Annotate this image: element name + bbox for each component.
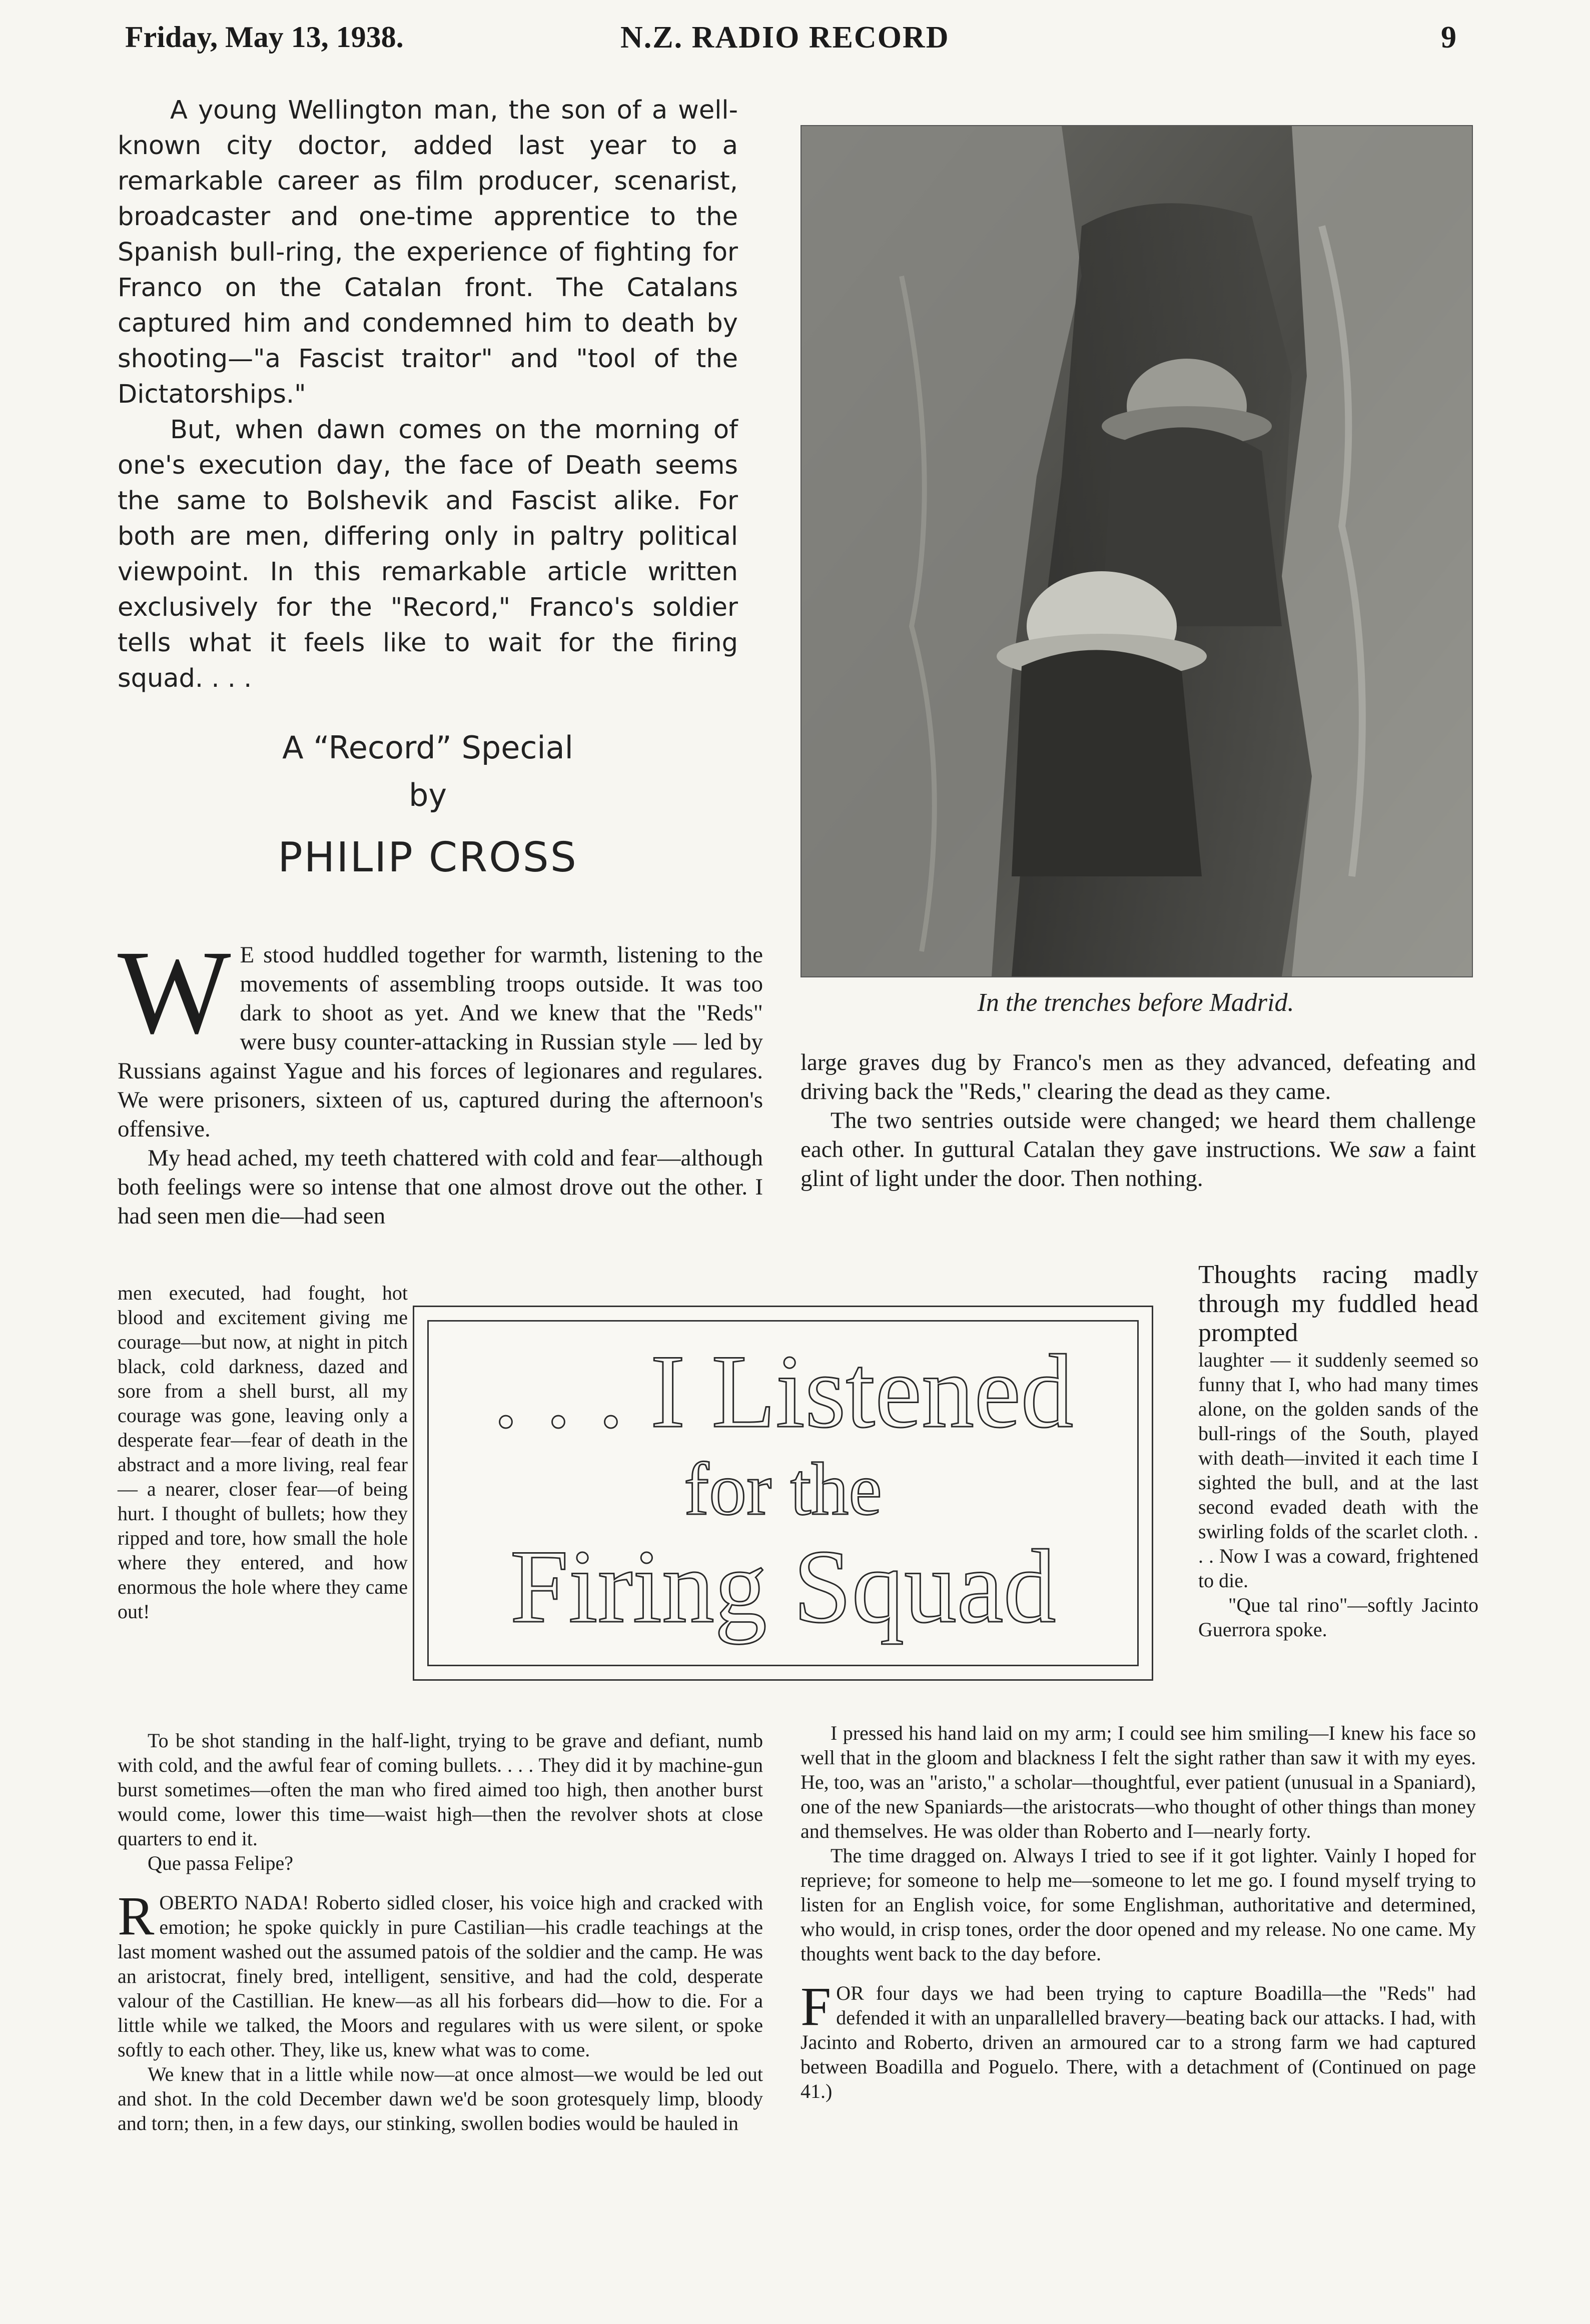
article-right-lower [801, 1721, 1476, 2103]
article-paragraph-5 [118, 1885, 763, 2062]
byline-by: by [408, 777, 447, 813]
jacinto-quote: "Que tal rino"—softly Jacinto Guerrora spoke. [1198, 1594, 1478, 1641]
paragraph-5-text: OBERTO NADA! Roberto sidled closer, his voice high and cracked with emotion; he spoke quickly in pure Castilian—his cradle teachings at the last moment washed out the assumed patois of the soldier and the camp. He was an aristocrat, finely bred, intelligent, sensitive, and had the cold, desperate valour of the Castillian. He knew—as all his forbears did—how to die. For a little while we talked, the Moors and regulares with us were silent, or spoke softly to each other. They, like us, knew what was to come. [118, 1891, 763, 2061]
trench-photo [801, 125, 1473, 977]
intro-paragraph-2: But, when dawn comes on the morning of one's execution day, the face of Death seems the same to Bolshevik and Fascist alike. For both are men, differing only in paltry political viewpoint. In this remarkable article written exclusively for the "Record," Franco's soldier tells what it feels like to wait for the firing squad. . . . [118, 415, 738, 693]
headline-line-3: Firing Squad [510, 1529, 1056, 1645]
thoughts-racing-lead: Thoughts racing madly through my fuddled head prompted [1198, 1261, 1478, 1347]
article-lower-left [118, 1728, 763, 2135]
drop-cap-w: W [118, 925, 231, 1058]
article-paragraph-2-continued: men executed, had fought, hot blood and excitement giving me courage—but now, at night in pitch black, cold darkness, dazed and sore from a shell burst, all my courage was gone, leaving only a desperate fear—fear of death in the abstract and a more living, real fear — a nearer, closer fear—of being hurt. I thought of bullets; how they ripped and tore, how small the hole where they entered, and how enormous the hole where they came out! [118, 1282, 408, 1623]
intro-paragraph-1: A young Wellington man, the son of a well-known city doctor, added last year to a remarkable career as film producer, scenarist, broadcaster and one-time apprentice to the Spanish bull-ring, the experience of fighting for Franco on the Catalan front. The Catalans captured him and condemned him to death by shooting—"a Fascist traitor" and "tool of the Dictatorships." [118, 96, 738, 409]
record-special-label: A “Record” Special [282, 729, 573, 766]
article-right-paragraph-3: I pressed his hand laid on my arm; I could see him smiling—I knew his face so well that in the gloom and blackness I felt the sight rather than saw it with my eyes. He, too, was an "aristo," a scholar—thoughtful, ever patient (unusual in a Spaniard), one of the new Spaniards—the aristocrats—who thought of other things than money and themselves. He was older than Roberto and I—nearly forty. [801, 1722, 1476, 1842]
sentries-text-b: a faint glint of light under the door. Then nothing. [801, 1136, 1476, 1192]
continued-note: (Continued on page 41.) [801, 2055, 1476, 2102]
masthead-title: N.Z. RADIO RECORD [620, 21, 950, 55]
article-paragraph-2: My head ached, my teeth chattered with cold and fear—although both feelings were so intense that one almost drove out the other. I had seen men die—had seen [118, 1145, 763, 1229]
sentries-emphasis: saw [1368, 1136, 1405, 1163]
article-right-paragraph-5 [801, 1976, 1476, 2103]
article-paragraph-3: To be shot standing in the half-light, trying to be grave and defiant, numb with cold, and the awful fear of coming bullets. . . . They did it by machine-gun burst sometimes—often the man who fired aimed too high, then another burst would come, lower this time—waist high—then the revolver shots at close quarters to end it. [118, 1729, 763, 1850]
page-header [0, 15, 1590, 70]
article-right-upper [801, 1048, 1476, 1193]
page-number: 9 [1441, 21, 1456, 55]
drop-cap-r: R [118, 1885, 155, 1946]
article-right-paragraph-4: The time dragged on. Always I tried to see if it got lighter. Vainly I hoped for reprieve; for someone to help me—someone to let me go. I found myself trying to listen for an English voice, for some Englishman, authoritative and determined, who would, in crisp tones, order the door opened and my release. No one came. My thoughts went back to the day before. [801, 1844, 1476, 1965]
intro-standfirst [118, 93, 738, 696]
drop-cap-f: F [801, 1976, 832, 2037]
article-right-paragraph-2 [801, 1106, 1476, 1193]
headline-inner-frame [427, 1320, 1139, 1666]
paragraph-r5-text: OR four days we had been trying to capture Boadilla—the "Reds" had defended it with an unparallelled bravery—beating back our attacks. I had, with Jacinto and Roberto, driven an armoured car to a strong farm we had captured between Boadilla and Poguelo. There, with a detachment of [801, 1982, 1476, 2078]
thoughts-racing-text: laughter — it suddenly seemed so funny that I, who had many times alone, on the golden sands of the bull-rings of the South, played with death—invited it each time I sighted the bull, and at the last second evaded death with the swirling folds of the scarlet cloth. . . . Now I was a coward, frightened to die. [1198, 1349, 1478, 1592]
paragraph-1-text: E stood huddled together for warmth, listening to the movements of assembling troops outside. It was too dark to shoot as yet. And we knew that the "Reds" were busy counter-attacking in Russian style — led by Russians against Yague and his forces of legionares and regulares. We were prisoners, sixteen of us, captured during the afternoon's offensive. [118, 942, 763, 1142]
article-right-paragraph-1: large graves dug by Franco's men as they advanced, defeating and driving back the "Reds," clearing the dead as they came. [801, 1049, 1476, 1104]
article-paragraph-1 [118, 925, 763, 1143]
article-paragraph-6: We knew that in a little while now—at once almost—we would be led out and shot. In the cold December dawn we'd be soon grotesquely limp, bloody and torn; then, in a few days, our stinking, swollen bodies would be hauled in [118, 2063, 763, 2134]
headline-line-1: . . . I Listened [492, 1334, 1074, 1450]
author-name: PHILIP CROSS [278, 834, 578, 881]
byline-block [118, 725, 738, 885]
article-paragraph-4: Que passa Felipe? [148, 1852, 294, 1874]
article-narrow-right [1198, 1261, 1478, 1642]
headline-line-2: for the [684, 1448, 882, 1531]
issue-date: Friday, May 13, 1938. [125, 21, 404, 54]
article-opening [118, 925, 763, 1231]
sentries-text-a: The two sentries outside were changed; we heard them challenge each other. In guttural Catalan they gave instructions. We [801, 1107, 1476, 1163]
photo-caption: In the trenches before Madrid. [977, 988, 1294, 1017]
article-narrow-left [118, 1281, 408, 1624]
headline-box [413, 1306, 1153, 1681]
